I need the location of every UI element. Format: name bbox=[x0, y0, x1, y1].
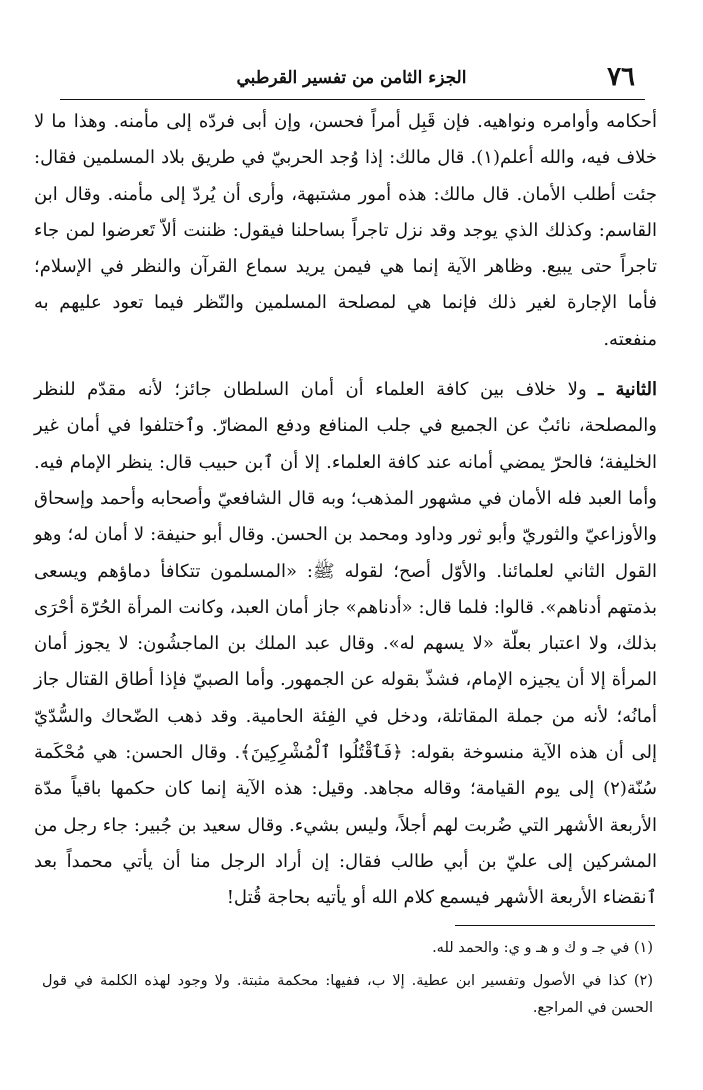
footnotes bbox=[42, 935, 653, 1028]
main-text bbox=[34, 104, 657, 917]
page-header bbox=[60, 58, 643, 98]
footnote-1: (١) في جـ و ك و هـ و ي: والحمد لله. bbox=[432, 940, 653, 956]
section-lead: الثانية ـ bbox=[598, 379, 657, 401]
footnote-2: (٢) كذا في الأصول وتفسير ابن عطية. إلا ب، ففيها: محكمة مثبتة. ولا وجود لهذه الكلمة في قول الحسن في المراجع. bbox=[42, 973, 653, 1016]
paragraph-2 bbox=[34, 372, 657, 916]
header-rule bbox=[60, 99, 645, 100]
footnote-rule bbox=[455, 925, 655, 926]
running-title: الجزء الثامن من تفسير القرطبي bbox=[236, 68, 467, 88]
paragraph-1: أحكامه وأوامره ونواهيه. فإن قَبِل أمراً فحسن، وإن أبى فردّه إلى مأمنه. وهذا ما لا خلاف فيه، والله أعلم(١). قال مالك: إذا وُجد الحربيّ في طريق بلاد المسلمين فقال: جئت أطلب الأمان. قال مالك: هذه أمور مشتبهة، وأرى أن يُردّ إلى مأمنه. وقال ابن القاسم: وكذلك الذي يوجد وقد نزل تاجراً بساحلنا فيقول: ظننت ألاّ تَعرضوا لمن جاء تاجراً حتى يبيع. وظاهر الآية إنما هي فيمن يريد سماع القرآن والنظر في الإسلام؛ فأما الإجارة لغير ذلك فإنما هي لمصلحة المسلمين والنّظر فيما تعود عليهم به منفعته. bbox=[34, 111, 657, 350]
paragraph-2-text: ولا خلاف بين كافة العلماء أن أمان السلطان جائز؛ لأنه مقدّم للنظر والمصلحة، نائبٌ عن الجميع في جلب المنافع ودفع المضارّ. وٱختلفوا في أمان غير الخليفة؛ فالحرّ يمضي أمانه عند كافة العلماء. إلا أن ٱبن حبيب قال: ينظر الإمام فيه. وأما العبد فله الأمان في مشهور المذهب؛ وبه قال الشافعيّ وأصحابه وأحمد وإسحاق والأوزاعيّ والثوريّ وأبو ثور وداود ومحمد بن الحسن. وقال أبو حنيفة: لا أمان له؛ وهو القول الثاني لعلمائنا. والأوّل أصح؛ لقوله ﷺ: «المسلمون تتكافأ دماؤهم ويسعى بذمتهم أدناهم». قالوا: فلما قال: «أدناهم» جاز أمان العبد، وكانت المرأة الحُرّة أحْرَى بذلك، ولا اعتبار بعلّة «لا يسهم له». وقال عبد الملك بن الماجشُون: لا يجوز أمان المرأة إلا أن يجيزه الإمام، فشذّ بقوله عن الجمهور. وأما الصبيّ فإذا أطاق القتال جاز أمانُه؛ لأنه من جملة المقاتلة، ودخل في الفِئة الحامية. وقد ذهب الضّحاك والسُّدّيّ إلى أن هذه الآية منسوخة بقوله: ﴿فَٱقْتُلُوا ٱلْمُشْرِكِينَ﴾. وقال الحسن: هي مُحْكَمة سُنّة(٢) إلى يوم القيامة؛ وقاله مجاهد. وقيل: هذه الآية إنما كان حكمها باقياً مدّة الأربعة الأشهر التي ضُربت لهم أجلاً، وليس بشيء. وقال سعيد بن جُبير: جاء رجل من المشركين إلى عليّ بن أبي طالب فقال: إن أراد الرجل منا أن يأتي محمداً بعد ٱنقضاء الأربعة الأشهر فيسمع كلام الله أو يأتيه بحاجة قُتل! bbox=[34, 379, 657, 909]
page-number: ٧٦ bbox=[607, 62, 635, 92]
